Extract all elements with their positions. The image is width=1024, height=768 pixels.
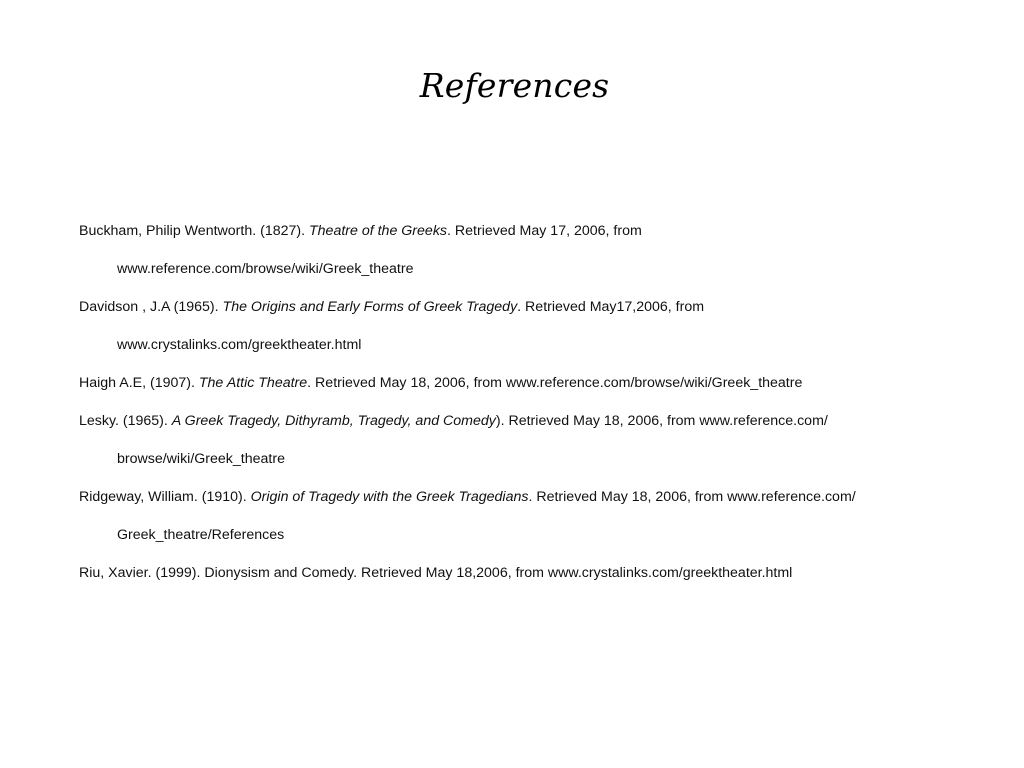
reference-url: Greek_theatre/References: [117, 527, 285, 543]
reference-item-buckham: [79, 212, 979, 288]
reference-item-riu: [79, 554, 979, 592]
page-title: References: [419, 66, 610, 105]
reference-text: Ridgeway, William. (1910).: [79, 489, 251, 505]
reference-line: [79, 478, 979, 516]
reference-url: browse/wiki/Greek_theatre: [117, 451, 285, 467]
reference-text: Buckham, Philip Wentworth. (1827).: [79, 223, 309, 239]
reference-text: Haigh A.E, (1907).: [79, 375, 199, 391]
reference-text: . Retrieved May17,2006, from: [517, 299, 705, 315]
reference-line: [79, 364, 979, 402]
reference-url: www.crystalinks.com/greektheater.html: [117, 337, 362, 353]
reference-list: [79, 212, 979, 592]
reference-text: . Retrieved May 18, 2006, from www.reference.com/: [528, 489, 856, 505]
reference-line: [79, 212, 979, 250]
reference-text: Davidson , J.A (1965).: [79, 299, 223, 315]
reference-item-lesky: [79, 402, 979, 478]
reference-text: . Retrieved May 18, 2006, from www.reference.com/browse/wiki/Greek_theatre: [307, 375, 803, 391]
reference-title: A Greek Tragedy, Dithyramb, Tragedy, and Comedy: [171, 413, 496, 429]
reference-title: Origin of Tragedy with the Greek Tragedians: [250, 489, 529, 505]
reference-text: Riu, Xavier. (1999). Dionysism and Comedy. Retrieved May 18,2006, from www.crystalinks.com/greektheater.html: [79, 565, 793, 581]
reference-line: [79, 554, 979, 592]
reference-title: The Origins and Early Forms of Greek Tragedy: [222, 299, 518, 315]
reference-title: The Attic Theatre: [198, 375, 308, 391]
reference-url: www.reference.com/browse/wiki/Greek_theatre: [117, 261, 414, 277]
reference-item-haigh: [79, 364, 979, 402]
reference-line: [79, 402, 979, 440]
reference-line: [79, 288, 979, 326]
reference-title: Theatre of the Greeks: [309, 223, 448, 239]
reference-text: ). Retrieved May 18, 2006, from www.reference.com/: [495, 413, 828, 429]
reference-text: . Retrieved May 17, 2006, from: [447, 223, 642, 239]
reference-item-davidson: [79, 288, 979, 364]
reference-item-ridgeway: [79, 478, 979, 554]
reference-text: Lesky. (1965).: [79, 413, 172, 429]
